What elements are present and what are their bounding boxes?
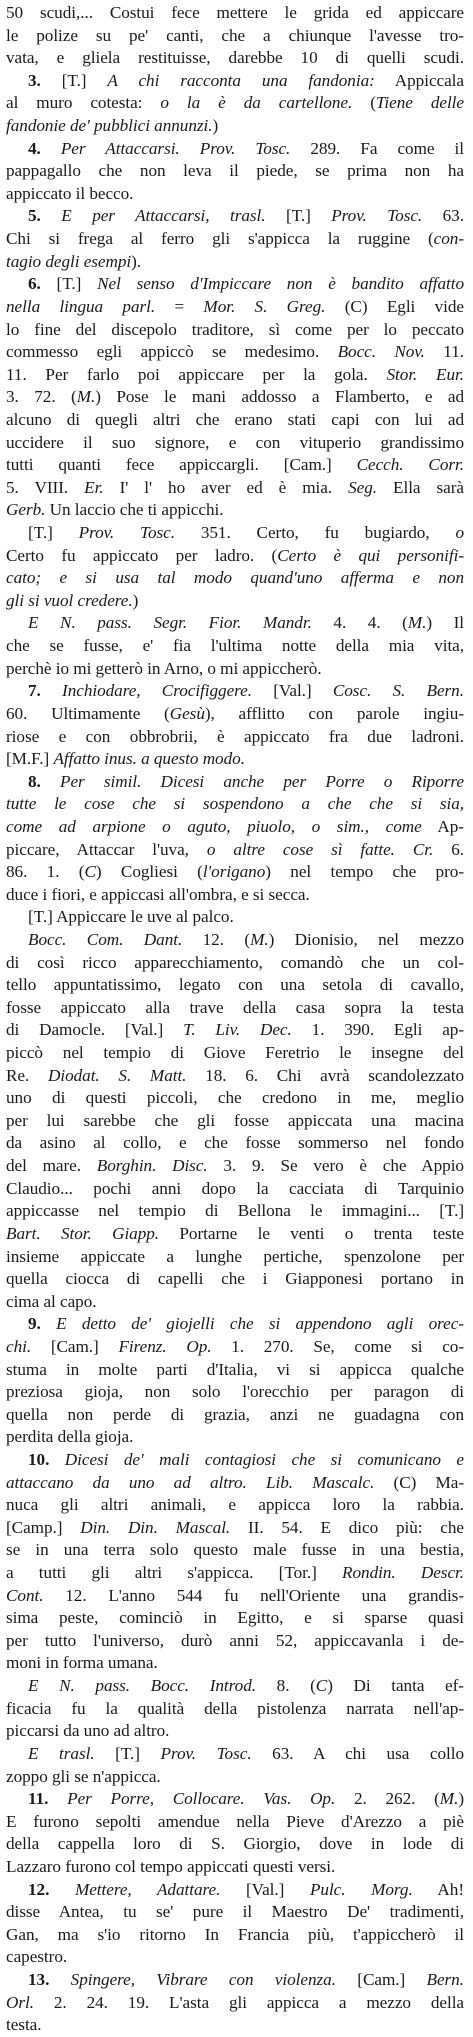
text-run: per tutto l'universo, durò anni 52, appiccavanla i de- (6, 1630, 464, 1650)
text-line (6, 703, 464, 726)
text-run: vata, e gliela restituisse, darebbe 10 di quelli scudi. (6, 48, 464, 68)
text-run: [T.] (40, 274, 98, 294)
text-run: ) (458, 1789, 464, 1809)
text-line (6, 1698, 464, 1721)
text-line (6, 1539, 464, 1562)
text-line (6, 92, 464, 115)
italic-text: Prov. Tosc. (331, 206, 423, 226)
text-run: tello appuntatissimo, legato con una setola di cavallo, (6, 975, 464, 995)
text-run: Claudio... pochi anni dopo la cacciata di Tarquinio (6, 1178, 464, 1198)
text-run: 3. 9. Se vero è che Appio (207, 1156, 464, 1176)
text-run: I' l' ho aver ed è mia. (103, 477, 349, 497)
text-run: 2. 24. 19. L'asta gli appicca a mezzo della (33, 1992, 464, 2012)
italic-text: Prov. Tosc. (160, 1743, 252, 1763)
text-line (6, 386, 464, 409)
text-run: ) (132, 590, 139, 610)
italic-text: Cosc. S. Bern. (332, 681, 464, 701)
text-run: 5. VIII. (6, 477, 85, 497)
text-line (6, 1562, 464, 1585)
text-line (6, 1517, 464, 1540)
text-run: se in una terra solo questo male fusse in una bestia, (6, 1540, 464, 1560)
text-line (6, 1200, 464, 1223)
text-line (6, 906, 464, 929)
italic-text: tutte le cose che si sospendono a che che si sia, (6, 794, 464, 814)
text-run: uccidere il suo signore, e con vituperio grandissimo (6, 432, 464, 452)
text-run: ) Cogliesi ( (95, 862, 203, 882)
text-line (6, 1652, 464, 1675)
italic-text: Gerb. (6, 500, 46, 520)
text-line (6, 861, 464, 884)
text-line (6, 771, 464, 794)
text-run: 60. Ultimamente ( (6, 703, 170, 723)
text-run: commesso egli appiccò se medesimo. (6, 342, 338, 362)
text-line (6, 477, 464, 500)
text-run: [T.] Appiccare le uve al palco. (28, 907, 234, 927)
sense-number: 6. (28, 274, 41, 294)
text-line (6, 454, 464, 477)
italic-text: Rondin. Descr. (342, 1563, 464, 1583)
text-line (6, 2014, 464, 2037)
text-run: testa. (6, 2015, 42, 2035)
text-line (6, 793, 464, 816)
text-line (6, 1087, 464, 1110)
italic-text: Dicesi de' mali contagiosi che si comunicano e (49, 1450, 464, 1469)
text-run: nuca gli altri animali, e appicca loro la rabbia. (6, 1495, 464, 1515)
italic-text: o altre cose sì fatte. Cr. (206, 839, 434, 859)
italic-text: l'origano (202, 862, 266, 882)
text-run: perdita della gioja. (6, 1427, 134, 1447)
text-run: capestro. (6, 1947, 68, 1967)
italic-text: Firenz. Op. (118, 1336, 212, 1356)
italic-text: Er. (84, 477, 104, 497)
text-line (6, 1856, 464, 1879)
text-line (6, 499, 464, 522)
text-line (6, 205, 464, 228)
text-run: piccò nel tempio di Giove Feretrio le insegne del (6, 1043, 464, 1063)
text-line (6, 1585, 464, 1608)
text-run: 351. Certo, fu bugiardo, (174, 523, 456, 543)
text-run: ) Pose le mani addosso a Flamberto, e ad (95, 387, 464, 407)
text-run: Ah! (412, 1879, 464, 1899)
italic-text: E detto de' giojelli che si appendono agli orec- (40, 1314, 464, 1334)
text-run: Lazzaro furono col tempo appiccati questi versi. (6, 1856, 336, 1876)
text-run: le polize su pe' canti, che a chiunque l'avesse tro- (6, 25, 464, 45)
text-line (6, 1811, 464, 1834)
text-run: lo fine del discepolo traditore, sì come per lo peccato (6, 319, 464, 339)
text-run: piccare, Attaccar l'uva, (6, 839, 207, 859)
text-line (6, 545, 464, 568)
text-line (6, 929, 464, 952)
italic-text: tagio degli esempi (6, 251, 132, 271)
italic-text: Bocc. Nov. (337, 342, 425, 362)
text-line (6, 1720, 464, 1743)
text-line (6, 296, 464, 319)
text-line (6, 1404, 464, 1427)
text-run: 63. (422, 206, 464, 226)
italic-text: A chi racconta una fandonia: (107, 70, 375, 90)
text-run: 2. 262. ( (335, 1789, 440, 1809)
text-run: per lui sarebbe che gli fosse appiccata una macina (6, 1110, 464, 1130)
text-run: Portarne le venti o trenta teste (159, 1223, 464, 1243)
text-run: a tutti gli altri s'appicca. [Tor.] (6, 1563, 343, 1583)
text-run: E furono sepolti amendue nella Pieve d'Arezzo a piè (6, 1811, 464, 1831)
text-run: 4. 4. ( (311, 613, 408, 633)
italic-text: attaccano da uno ad altro. Lib. Mascalc. (6, 1472, 375, 1492)
text-run: Appiccala (374, 70, 464, 90)
text-run: ) nel tempo che pro- (265, 862, 464, 882)
text-run: al muro cotesta: (6, 93, 161, 113)
italic-text: cato; e si usa tal modo quand'uno afferma e non (6, 568, 464, 588)
text-run: [T.] (94, 1743, 161, 1763)
text-line (6, 1359, 464, 1382)
italic-text: C (315, 1676, 328, 1696)
text-line (6, 997, 464, 1020)
text-run: appiccasse nel tempio di Bellona le immagini... [T.] (6, 1201, 464, 1221)
italic-text: M. (407, 613, 427, 633)
italic-text: Diodat. S. Matt. (47, 1065, 187, 1085)
text-line (6, 1132, 464, 1155)
text-line (6, 1743, 464, 1766)
italic-text: Prov. Tosc. (78, 523, 175, 543)
text-run: 3. 72. ( (6, 387, 77, 407)
text-run: fosse appiccato alla trave della casa sopra la testa (6, 997, 464, 1017)
text-line (6, 228, 464, 251)
italic-text: Orl. (6, 1992, 34, 2012)
text-run: Ella sarà (377, 477, 464, 497)
italic-text: C (84, 862, 96, 882)
text-line (6, 1494, 464, 1517)
italic-text: Bocc. Com. Dant. (28, 929, 183, 949)
sense-number: 8. (28, 771, 41, 791)
italic-text: come ad arpione o aguto, piuolo, o sim., come (6, 816, 422, 836)
italic-text: Din. Din. Mascal. (80, 1517, 231, 1537)
text-run: duce i fiori, e appiccasi all'ombra, e si secca. (6, 884, 310, 904)
text-line (6, 251, 464, 274)
text-run: ) (212, 116, 219, 136)
text-run: (C) Ma- (374, 1472, 464, 1492)
text-line (6, 47, 464, 70)
italic-text: Bart. Stor. Giapp. (6, 1223, 160, 1243)
text-line (6, 1065, 464, 1088)
text-line (6, 884, 464, 907)
text-run: Un laccio che ti appicchi. (45, 500, 224, 520)
text-run: sima peste, cominciò in Egitto, e si sparse quasi (6, 1608, 464, 1628)
text-run: ficacia fu la qualità della pistolenza narrata nell'ap- (6, 1698, 464, 1718)
text-line (6, 1313, 464, 1336)
italic-text: o la è da cartellone. (160, 93, 353, 113)
text-line (6, 273, 464, 296)
text-line (6, 1381, 464, 1404)
text-line (6, 522, 464, 545)
italic-text: Nel senso d'Impiccare non è bandito affatto (97, 274, 464, 294)
text-line (6, 1766, 464, 1789)
text-run: di così ricco apparecchiamento, comandò che un col- (6, 952, 464, 972)
text-line (6, 1291, 464, 1314)
italic-text: Bern. (426, 1970, 464, 1990)
italic-text: nella lingua parl. (6, 296, 156, 316)
text-run: ) Il (426, 613, 464, 633)
text-run: alcuno di quegli altri che erano stati capi con lui ad (6, 409, 464, 429)
italic-text: Per Porre, Collocare. Vas. Op. (48, 1789, 336, 1809)
text-run: 1. 390. Egli ap- (291, 1020, 464, 1040)
text-run: da asino al collo, e che fosse sommerso nel fondo (6, 1133, 464, 1153)
italic-text: chi. (6, 1336, 32, 1356)
text-run: della cappella loro di S. Giorgio, dove in lode di (6, 1834, 464, 1854)
text-run: 289. Fa come il (290, 138, 464, 158)
text-line (6, 1268, 464, 1291)
text-line (6, 816, 464, 839)
text-run: II. 54. E dico più: che (230, 1517, 464, 1537)
text-line (6, 1607, 464, 1630)
italic-text: M. (439, 1789, 459, 1809)
text-line (6, 567, 464, 590)
text-line (6, 1019, 464, 1042)
text-line (6, 319, 464, 342)
text-run: [Cam.] (31, 1336, 119, 1356)
text-line (6, 183, 464, 206)
italic-text: Certo è qui personifi- (277, 545, 464, 565)
text-run: pappagallo che non leva il piede, se prima non ha (6, 161, 464, 181)
text-line (6, 680, 464, 703)
text-run: Certo fu appiccato per ladro. ( (6, 545, 278, 565)
text-run: preziosa gioja, non solo l'orecchio per paragon di (6, 1382, 464, 1402)
italic-text: Cont. (6, 1585, 44, 1605)
text-run: Re. (6, 1065, 48, 1085)
text-line (6, 1630, 464, 1653)
text-line (6, 1223, 464, 1246)
text-run: 63. A chi usa collo (251, 1743, 464, 1763)
text-run: [Val.] (220, 1879, 310, 1899)
text-run: 1. 270. Se, come si co- (211, 1336, 464, 1356)
text-run: (C) Egli vide (325, 296, 464, 316)
text-run: piccarsi da uno ad altro. (6, 1721, 170, 1741)
text-run: zoppo gli se n'appicca. (6, 1766, 161, 1786)
text-line (6, 341, 464, 364)
italic-text: Affatto inus. a questo modo. (53, 749, 245, 769)
italic-text: T. Liv. Dec. (183, 1020, 292, 1040)
sense-number: 3. (28, 70, 41, 90)
text-line (6, 2, 464, 25)
italic-text: Borghin. Disc. (96, 1156, 208, 1176)
text-line (6, 658, 464, 681)
text-run: ). (131, 251, 142, 271)
text-line (6, 1992, 464, 2015)
text-line (6, 1788, 464, 1811)
text-run: ) Di tanta ef- (327, 1676, 464, 1696)
text-run: uno di questi piccoli, che credono in me, meglio (6, 1088, 464, 1108)
text-line (6, 70, 464, 93)
text-line (6, 1833, 464, 1856)
text-line (6, 432, 464, 455)
text-run: 12. ( (182, 929, 251, 949)
text-line (6, 1924, 464, 1947)
text-run: riose e con obbrobrii, è appiccato fra due ladroni. (6, 726, 464, 746)
text-run: [T.] (265, 206, 332, 226)
text-line (6, 1472, 464, 1495)
sense-number: 7. (28, 681, 41, 701)
text-line (6, 1879, 464, 1902)
italic-text: M. (250, 929, 269, 949)
sense-number: 5. (28, 206, 41, 226)
italic-text: Tiene delle (375, 93, 464, 113)
italic-text: Seg. (348, 477, 378, 497)
italic-text: o (455, 523, 464, 543)
text-run: stuma in molte parti d'Italia, vi si appicca qualche (6, 1359, 464, 1379)
text-run: 6. (433, 839, 464, 859)
text-line (6, 1178, 464, 1201)
italic-text: con- (433, 229, 464, 249)
text-line (6, 839, 464, 862)
text-run: 8. ( (256, 1676, 316, 1696)
text-run: ( (352, 93, 376, 113)
text-line (6, 1336, 464, 1359)
text-run: tutti quanti fece appiccargli. [Cam.] (6, 455, 357, 475)
italic-text: E per Attaccarsi, trasl. (40, 206, 266, 226)
text-run: Ap- (421, 816, 464, 836)
text-run: Gan, ma s'io ritorno In Francia più, t'appiccherò il (6, 1924, 464, 1944)
text-line (6, 1042, 464, 1065)
italic-text: Inchiodare, Crocifiggere. (40, 681, 252, 701)
italic-text: Mor. S. Greg. (203, 296, 326, 316)
italic-text: fandonie de' pubblici annunzi. (6, 116, 213, 136)
text-run: 12. L'anno 544 fu nell'Oriente una grandis- (43, 1585, 464, 1605)
text-run: cima al capo. (6, 1291, 97, 1311)
text-run: quella non perde di grazia, anzi ne guadagna con (6, 1404, 464, 1424)
text-run: [T.] (40, 70, 108, 90)
sense-number: 12. (28, 1879, 50, 1899)
text-line (6, 635, 464, 658)
text-line (6, 160, 464, 183)
text-line (6, 364, 464, 387)
text-line (6, 612, 464, 635)
italic-text: Pulc. Morg. (309, 1879, 413, 1899)
text-run: [Camp.] (6, 1517, 81, 1537)
italic-text: Mettere, Adattare. (49, 1879, 221, 1899)
text-line (6, 726, 464, 749)
text-run: [Val.] (252, 681, 333, 701)
sense-number: 11. (28, 1789, 49, 1809)
text-line (6, 138, 464, 161)
text-run: 11. (424, 342, 464, 362)
text-run: perchè io mi getterò in Arno, o mi appiccherò. (6, 658, 322, 678)
text-run: 11. Per farlo poi appiccare per la gola. (6, 364, 387, 384)
italic-text: Per Attaccarsi. Prov. Tosc. (40, 138, 291, 158)
text-line (6, 974, 464, 997)
text-line (6, 952, 464, 975)
text-run: [Cam.] (335, 1970, 427, 1990)
text-line (6, 1901, 464, 1924)
text-line (6, 25, 464, 48)
text-line (6, 748, 464, 771)
italic-text: gli si vuol credere. (6, 590, 133, 610)
text-line (6, 409, 464, 432)
italic-text: M. (76, 387, 96, 407)
text-run: ), afflitto con parole ingiu- (204, 703, 464, 723)
italic-text: Gesù (169, 703, 205, 723)
text-line (6, 1426, 464, 1449)
text-run: 18. 6. Chi avrà scandolezzato (186, 1065, 464, 1085)
text-run: [M.F.] (6, 749, 54, 769)
text-run: moni in forma umana. (6, 1653, 158, 1673)
text-line (6, 590, 464, 613)
text-run: che se fusse, e' fia l'ultima notte della mia vita, (6, 636, 464, 656)
text-run: = (155, 296, 204, 316)
text-run: appiccato il becco. (6, 183, 134, 203)
text-line (6, 1155, 464, 1178)
text-run: di Damocle. [Val.] (6, 1020, 184, 1040)
text-line (6, 1946, 464, 1969)
text-run: insieme appiccate a lunghe pertiche, spenzolone per (6, 1246, 464, 1266)
text-line (6, 1449, 464, 1472)
text-run: 86. 1. ( (6, 862, 85, 882)
sense-number: 4. (28, 138, 41, 158)
italic-text: Stor. Eur. (386, 364, 464, 384)
sense-number: 10. (28, 1450, 50, 1469)
italic-text: E trasl. (28, 1743, 95, 1763)
text-run: ) Dionisio, nel mezzo (268, 929, 464, 949)
italic-text: E N. pass. Segr. Fior. Mandr. (28, 613, 312, 633)
sense-number: 13. (28, 1970, 50, 1990)
italic-text: E N. pass. Bocc. Introd. (28, 1676, 256, 1696)
text-run: disse Antea, tu se' pure il Maestro De' tradimenti, (6, 1902, 464, 1922)
text-line (6, 115, 464, 138)
text-line (6, 1675, 464, 1698)
text-line (6, 1246, 464, 1269)
text-line (6, 1969, 464, 1992)
text-run: [T.] (28, 523, 79, 543)
text-line (6, 1110, 464, 1133)
italic-text: Per simil. Dicesi anche per Porre o Riporre (40, 771, 464, 791)
text-run: 50 scudi,... Costui fece mettere le grida ed appiccare (6, 3, 464, 22)
text-run: del mare. (6, 1156, 97, 1176)
italic-text: Cecch. Corr. (356, 455, 464, 475)
sense-number: 9. (28, 1314, 41, 1334)
text-run: quella ciocca di capelli che i Giapponesi portano in (6, 1269, 464, 1289)
italic-text: Spingere, Vibrare con violenza. (49, 1970, 336, 1990)
text-run: Chi si frega al ferro gli s'appicca la ruggine ( (6, 229, 434, 249)
